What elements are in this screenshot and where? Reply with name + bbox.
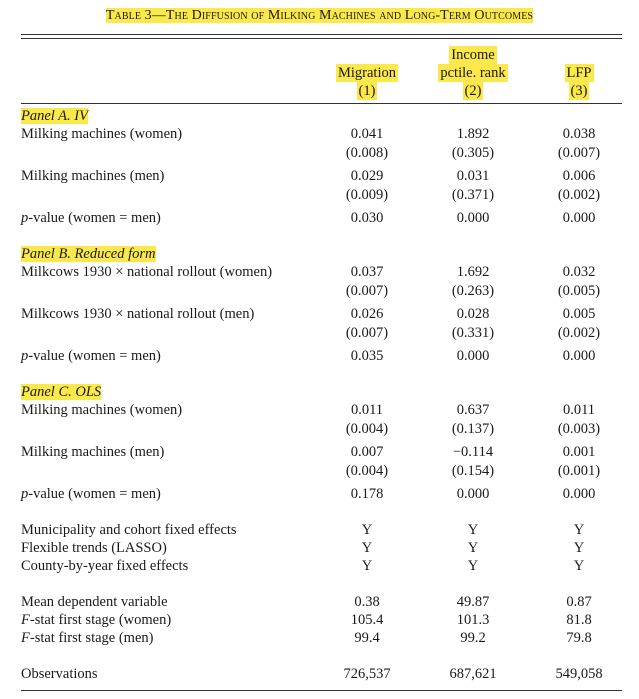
fe-municipality-3: Y (573, 522, 585, 538)
col-number-1: (1) (358, 83, 376, 99)
panel-c-row1-se-1: (0.004) (345, 421, 389, 437)
panel-a-pvalue-2: 0.000 (456, 210, 490, 226)
panel-a-row1-se-3: (0.007) (557, 145, 601, 161)
stat-mean-2: 49.87 (456, 594, 490, 610)
fe-trends-2: Y (467, 540, 479, 556)
panel-c-row2-label: Milking machines (men) (21, 444, 165, 460)
panel-b-row2-coef-2: 0.028 (456, 306, 490, 322)
panel-a-row1-se-2: (0.305) (451, 145, 495, 161)
header-rule (21, 103, 622, 104)
stat-fstat-men-label: F-stat first stage (men) (21, 630, 154, 646)
panel-a-title: Panel A. IV (21, 108, 88, 124)
panel-a-pvalue-1: 0.030 (350, 210, 384, 226)
panel-b-pvalue-2: 0.000 (456, 348, 490, 364)
table-title (0, 8, 639, 24)
panel-a-row2-coef-1: 0.029 (350, 168, 384, 184)
observations-label: Observations (21, 666, 98, 682)
panel-a-row1-coef-1: 0.041 (350, 126, 384, 142)
bottom-rule (21, 690, 622, 691)
fe-trends-label: Flexible trends (LASSO) (21, 540, 167, 556)
panel-a-row2-coef-2: 0.031 (456, 168, 490, 184)
panel-b-row1-coef-1: 0.037 (350, 264, 384, 280)
panel-b-pvalue-1: 0.035 (350, 348, 384, 364)
panel-c-row2-coef-3: 0.001 (562, 444, 596, 460)
stat-mean-1: 0.38 (354, 594, 380, 610)
panel-c-title: Panel C. OLS (21, 384, 102, 400)
col-header-lfp: LFP (566, 65, 592, 81)
panel-a-row2-se-1: (0.009) (345, 187, 389, 203)
panel-a-row2-coef-3: 0.006 (562, 168, 596, 184)
fe-county-label: County-by-year fixed effects (21, 558, 189, 574)
col-number-3: (3) (570, 83, 588, 99)
observations-3: 549,058 (555, 666, 603, 682)
stat-fstat-men-1: 99.4 (354, 630, 380, 646)
panel-c-row1-coef-3: 0.011 (562, 402, 596, 418)
panel-b-pvalue-label: p-value (women = men) (21, 348, 161, 364)
stat-mean-3: 0.87 (566, 594, 592, 610)
panel-b-row2-label: Milkcows 1930 × national rollout (men) (21, 306, 255, 322)
stat-fstat-women-2: 101.3 (456, 612, 490, 628)
panel-b-row1-se-3: (0.005) (557, 283, 601, 299)
panel-a-row2-label: Milking machines (men) (21, 168, 165, 184)
panel-b-row1-label: Milkcows 1930 × national rollout (women) (21, 264, 273, 280)
title-dash: — (151, 8, 166, 23)
panel-c-row1-coef-1: 0.011 (350, 402, 384, 418)
panel-a-pvalue-label: p-value (women = men) (21, 210, 161, 226)
panel-a-row2-se-2: (0.371) (451, 187, 495, 203)
panel-c-row1-se-3: (0.003) (557, 421, 601, 437)
panel-b-row2-coef-3: 0.005 (562, 306, 596, 322)
panel-a-pvalue-3: 0.000 (562, 210, 596, 226)
panel-c-pvalue-1: 0.178 (350, 486, 384, 502)
panel-c-pvalue-label: p-value (women = men) (21, 486, 161, 502)
panel-a-row1-se-1: (0.008) (345, 145, 389, 161)
panel-a-row2-se-3: (0.002) (557, 187, 601, 203)
fe-trends-1: Y (361, 540, 373, 556)
fe-municipality-label: Municipality and cohort fixed effects (21, 522, 237, 538)
observations-2: 687,621 (449, 666, 497, 682)
col-header-migration: Migration (338, 65, 396, 81)
panel-b-row1-coef-2: 1.692 (456, 264, 490, 280)
panel-c-pvalue-3: 0.000 (562, 486, 596, 502)
fe-county-3: Y (573, 558, 585, 574)
col-header-income-line2: pctile. rank (440, 65, 506, 81)
fe-trends-3: Y (573, 540, 585, 556)
stat-fstat-men-2: 99.2 (460, 630, 486, 646)
panel-b-row2-coef-1: 0.026 (350, 306, 384, 322)
fe-county-2: Y (467, 558, 479, 574)
panel-b-row1-coef-3: 0.032 (562, 264, 596, 280)
panel-c-row2-se-3: (0.001) (557, 463, 601, 479)
panel-b-row1-se-2: (0.263) (451, 283, 495, 299)
panel-a-row1-coef-3: 0.038 (562, 126, 596, 142)
panel-b-row2-se-1: (0.007) (345, 325, 389, 341)
stat-fstat-women-1: 105.4 (350, 612, 384, 628)
panel-b-pvalue-3: 0.000 (562, 348, 596, 364)
stat-fstat-women-label: F-stat first stage (women) (21, 612, 172, 628)
table-title-text: The Diffusion of Milking Machines and Long-Term Outcomes (165, 8, 534, 23)
top-rule-1 (21, 34, 622, 35)
table-title-highlight (106, 8, 533, 23)
top-rule-2 (21, 38, 622, 39)
fe-municipality-1: Y (361, 522, 373, 538)
panel-c-row2-coef-2: −0.114 (452, 444, 494, 460)
stat-mean-label: Mean dependent variable (21, 594, 168, 610)
stat-fstat-women-3: 81.8 (566, 612, 592, 628)
panel-c-row2-coef-1: 0.007 (350, 444, 384, 460)
col-number-2: (2) (464, 83, 482, 99)
panel-c-row2-se-1: (0.004) (345, 463, 389, 479)
col-header-income-line1: Income (451, 47, 495, 63)
table-number: Table 3 (105, 8, 152, 23)
panel-b-row2-se-2: (0.331) (451, 325, 495, 341)
panel-c-pvalue-2: 0.000 (456, 486, 490, 502)
observations-1: 726,537 (343, 666, 391, 682)
stat-fstat-men-3: 79.8 (566, 630, 592, 646)
panel-b-row1-se-1: (0.007) (345, 283, 389, 299)
panel-c-row1-coef-2: 0.637 (456, 402, 490, 418)
fe-municipality-2: Y (467, 522, 479, 538)
panel-b-title: Panel B. Reduced form (21, 246, 156, 262)
panel-c-row2-se-2: (0.154) (451, 463, 495, 479)
panel-c-row1-label: Milking machines (women) (21, 402, 183, 418)
panel-b-row2-se-3: (0.002) (557, 325, 601, 341)
panel-c-row1-se-2: (0.137) (451, 421, 495, 437)
panel-a-row1-label: Milking machines (women) (21, 126, 183, 142)
fe-county-1: Y (361, 558, 373, 574)
panel-a-row1-coef-2: 1.892 (456, 126, 490, 142)
